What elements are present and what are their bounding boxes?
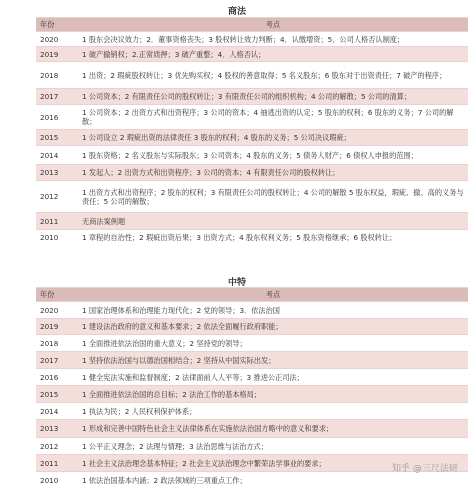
section-title-commercial-law: 商法 xyxy=(227,7,246,17)
row-points: 1 全面推进依法治国的总目标；2 法治工作的基本格局； xyxy=(78,386,468,403)
row-year: 2011 xyxy=(36,455,78,472)
row-points: 1 公司资本；2 出资方式和出资程序；3 公司的资本；4 抽逃出资的认定；5 股东的权利；6 股东的义务；7 公司的解散； xyxy=(78,105,468,130)
row-points: 1 股东资格；2 名义股东与实际股东；3 公司资本；4 股东的义务；5 债务人财产；6 债权人申报的范围； xyxy=(78,146,468,165)
row-year: 2014 xyxy=(36,146,78,165)
row-points: 1 发起人；2 出资方式和出资程序；3 公司的资本；4 有限责任公司的股权转让； xyxy=(78,165,468,181)
row-year: 2010 xyxy=(36,472,78,489)
table-row xyxy=(36,302,468,319)
table-header-row xyxy=(36,18,468,32)
row-points: 1 全面推进依法治国的重大意义；2 坚持党的领导； xyxy=(78,335,468,352)
table-row xyxy=(36,369,468,386)
row-year: 2013 xyxy=(36,165,78,181)
row-year: 2011 xyxy=(36,213,78,230)
row-year: 2012 xyxy=(36,438,78,455)
row-year: 2019 xyxy=(36,319,78,335)
table-row xyxy=(36,420,468,438)
row-year: 2017 xyxy=(36,352,78,369)
row-year: 2018 xyxy=(36,62,78,89)
row-points: 无商法案例题 xyxy=(78,213,468,230)
socialist-rule-of-law-table xyxy=(36,287,468,489)
row-points: 1 建设法治政府的意义和基本要求；2 依法全面履行政府职能； xyxy=(78,319,468,335)
row-year: 2019 xyxy=(36,47,78,62)
row-points: 1 形成和完善中国特色社会主义法律体系在实施依法治国方略中的意义和要求； xyxy=(78,420,468,438)
table-row xyxy=(36,352,468,369)
row-points: 1 依法治国基本内涵；2 政法领域的三项重点工作； xyxy=(78,472,468,489)
row-year: 2020 xyxy=(36,302,78,319)
table-row xyxy=(36,230,468,245)
row-points: 1 健全宪法实施和监督制度；2 法律面前人人平等；3 推进公正司法； xyxy=(78,369,468,386)
table-row xyxy=(36,403,468,420)
row-points: 1 执法为民；2 人民权利保护体系； xyxy=(78,403,468,420)
row-points: 1 股东会决议效力；2．董事资格丧失；3 股权转让效力判断；4．认缴增资；5．公司人格否认制度； xyxy=(78,32,468,47)
row-year: 2020 xyxy=(36,32,78,47)
table-row xyxy=(36,146,468,165)
table-row xyxy=(36,213,468,230)
row-points: 1 公平正义理念；2 法理与情理；3 法治思维与法治方式； xyxy=(78,438,468,455)
table-row xyxy=(36,105,468,130)
row-points: 1 出资；2 瑕疵股权转让；3 优先购买权；4 股权的善意取得；5 名义股东；6 股东对于出资责任；7 破产的程序； xyxy=(78,62,468,89)
row-year: 2015 xyxy=(36,386,78,403)
row-year: 2010 xyxy=(36,230,78,245)
table-row xyxy=(36,181,468,213)
header-year: 年份 xyxy=(36,288,78,302)
commercial-law-table xyxy=(36,17,468,245)
table-row xyxy=(36,472,468,489)
zhihu-watermark: 知乎 @三尺法研 xyxy=(392,464,458,474)
header-year: 年份 xyxy=(36,18,78,32)
row-year: 2014 xyxy=(36,403,78,420)
table-row xyxy=(36,335,468,352)
table-row xyxy=(36,438,468,455)
table-row xyxy=(36,386,468,403)
table-header-row xyxy=(36,288,468,302)
row-year: 2016 xyxy=(36,105,78,130)
row-year: 2017 xyxy=(36,89,78,105)
row-year: 2016 xyxy=(36,369,78,386)
table-row xyxy=(36,47,468,62)
row-points: 1 社会主义法治理念基本特征；2 社会主义法治理念中繁荣法学事业的要求； xyxy=(78,455,468,472)
row-points: 1 国家治理体系和治理能力现代化；2 党的领导；3．依法治国 xyxy=(78,302,468,319)
row-year: 2015 xyxy=(36,130,78,146)
header-points: 考点 xyxy=(78,288,468,302)
row-year: 2018 xyxy=(36,335,78,352)
table-row xyxy=(36,89,468,105)
table-row xyxy=(36,319,468,335)
row-points: 1 破产撤销权；2.正常质押；3 破产重整；4．人格否认； xyxy=(78,47,468,62)
table-row xyxy=(36,62,468,89)
row-year: 2012 xyxy=(36,181,78,213)
header-points: 考点 xyxy=(78,18,468,32)
row-points: 1 章程的自治性；2 瑕疵出资后果；3 出资方式；4 股东权利义务；5 股东资格继承；6 股权转让； xyxy=(78,230,468,245)
row-points: 1 公司设立 2 瑕疵出资的法律责任 3 股东的权利；4 股东的义务；5 公司决议瑕疵； xyxy=(78,130,468,146)
row-points: 1 出资方式和出资程序；2 股东的权利；3 有限责任公司的股权转让；4 公司的解散 5 股东权益，瑕疵、撤、高的义务与责任；5 公司的解散； xyxy=(78,181,468,213)
row-points: 1 公司资本；2 有限责任公司的股权转让；3 有限责任公司的组织机构；4 公司的解散；5 公司的清算； xyxy=(78,89,468,105)
table-row xyxy=(36,130,468,146)
table-row xyxy=(36,165,468,181)
row-year: 2013 xyxy=(36,420,78,438)
section-title-socialist-rule-of-law: 中特 xyxy=(227,278,246,288)
row-points: 1 坚持依法治国与以德治国相结合；2 坚持从中国实际出发； xyxy=(78,352,468,369)
table-row xyxy=(36,32,468,47)
